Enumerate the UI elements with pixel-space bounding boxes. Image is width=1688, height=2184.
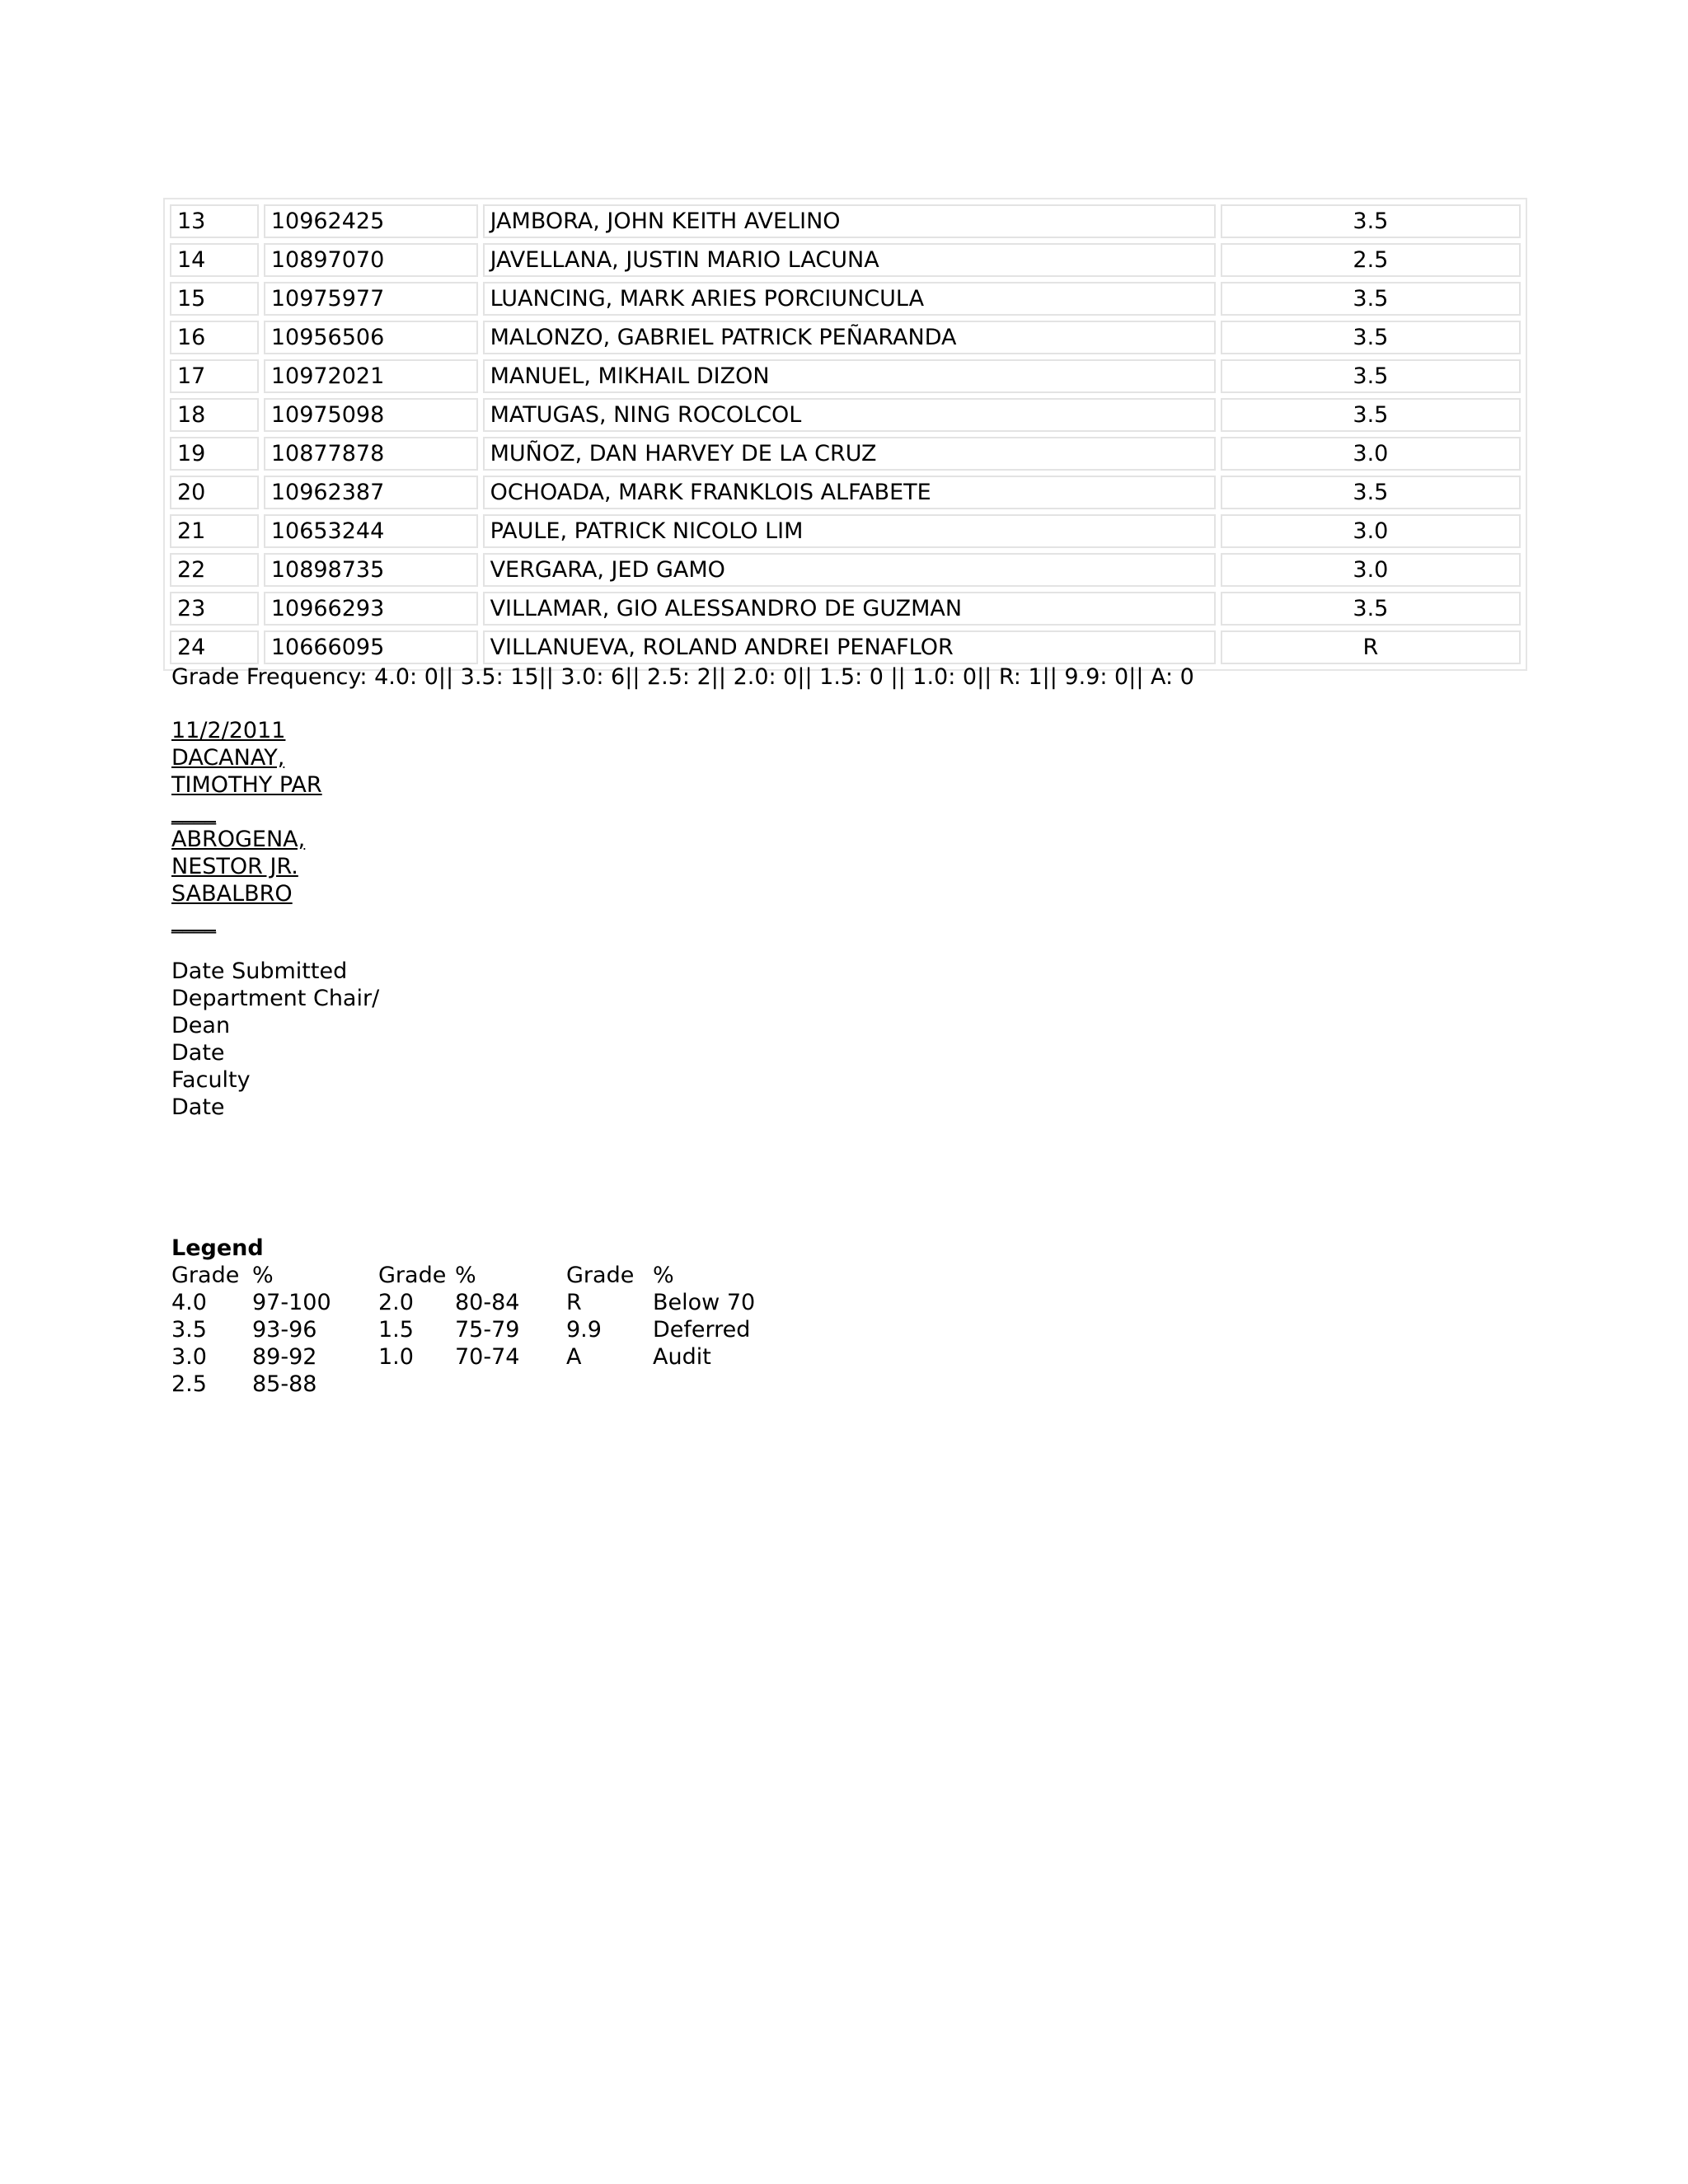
grade-table-body [170,204,1521,664]
student-id: 10666095 [264,630,478,664]
student-name: MANUEL, MIKHAIL DIZON [483,359,1216,393]
legend-grade: 1.5 [378,1317,414,1343]
legend-row [171,1371,776,1398]
legend-percent: 97-100 [252,1290,331,1315]
legend-percent: Deferred [653,1317,751,1343]
row-number: 15 [170,282,259,316]
label-date-submitted: Date Submitted [171,958,348,984]
student-name: LUANCING, MARK ARIES PORCIUNCULA [483,282,1216,316]
grade-table [163,198,1527,671]
legend-percent: 93-96 [252,1317,317,1343]
student-grade: 2.5 [1221,243,1521,277]
legend-grade [378,1371,455,1398]
row-number: 18 [170,398,259,432]
legend-grade: 3.5 [171,1317,207,1343]
legend-percent: 70-74 [455,1344,520,1370]
student-name: OCHOADA, MARK FRANKLOIS ALFABETE [483,476,1216,509]
legend-header-grade: Grade [378,1263,447,1288]
legend-table [171,1262,776,1398]
table-row [170,437,1521,471]
legend-header-grade: Grade [566,1263,635,1288]
student-id: 10653244 [264,514,478,548]
legend-percent: 85-88 [252,1371,317,1397]
table-row [170,398,1521,432]
student-grade: 3.5 [1221,204,1521,238]
table-row [170,553,1521,587]
legend-grade: 2.5 [171,1371,207,1397]
student-grade: 3.0 [1221,437,1521,471]
date-submitted-value: 11/2/2011 [171,718,286,743]
label-date: Date [171,1040,225,1066]
signatures [171,717,322,935]
student-id: 10975977 [264,282,478,316]
legend-row [171,1343,776,1371]
student-id: 10956506 [264,321,478,354]
table-row [170,282,1521,316]
table-row [170,321,1521,354]
student-grade: 3.5 [1221,476,1521,509]
grade-frequency: Grade Frequency: 4.0: 0|| 3.5: 15|| 3.0: 6|| 2.5: 2|| 2.0: 0|| 1.5: 0 || 1.0: 0|| R: 1|| 9.9: 0|| A: 0 [171,664,1194,690]
faculty-name-line1: ABROGENA, [171,827,306,852]
student-name: MATUGAS, NING ROCOLCOL [483,398,1216,432]
student-id: 10975098 [264,398,478,432]
student-grade: 3.5 [1221,321,1521,354]
legend-percent: Audit [653,1344,711,1370]
legend-row [171,1289,776,1316]
student-id: 10898735 [264,553,478,587]
legend-header-row [171,1262,776,1289]
department-chair-name-line2: TIMOTHY PAR [171,772,322,798]
student-name: PAULE, PATRICK NICOLO LIM [483,514,1216,548]
department-chair-date-blank: ____ [171,799,216,825]
student-name: MALONZO, GABRIEL PATRICK PEÑARANDA [483,321,1216,354]
student-id: 10966293 [264,592,478,626]
legend-row [171,1316,776,1343]
row-number: 22 [170,553,259,587]
student-id: 10962425 [264,204,478,238]
student-grade: 3.5 [1221,398,1521,432]
legend-header-grade: Grade [171,1263,240,1288]
label-dean: Dean [171,1013,231,1038]
student-id: 10897070 [264,243,478,277]
student-name: JAVELLANA, JUSTIN MARIO LACUNA [483,243,1216,277]
table-row [170,630,1521,664]
legend-grade: R [566,1290,582,1315]
label-date: Date [171,1094,225,1120]
student-grade: 3.5 [1221,359,1521,393]
faculty-name-line2: NESTOR JR. [171,854,298,879]
row-number: 13 [170,204,259,238]
signature-labels [171,958,379,1121]
row-number: 20 [170,476,259,509]
row-number: 17 [170,359,259,393]
row-number: 14 [170,243,259,277]
table-row [170,359,1521,393]
legend-header-percent: % [653,1263,674,1288]
legend-table-body [171,1262,776,1398]
legend-grade: 9.9 [566,1317,602,1343]
legend-percent: 89-92 [252,1344,317,1370]
legend-header-percent: % [455,1263,476,1288]
table-row [170,592,1521,626]
student-grade: R [1221,630,1521,664]
legend-grade: 4.0 [171,1290,207,1315]
legend-title: Legend [171,1235,264,1261]
faculty-name-line3: SABALBRO [171,881,293,907]
label-department-chair: Department Chair/ [171,986,380,1011]
label-faculty: Faculty [171,1067,251,1093]
legend-percent: 75-79 [455,1317,520,1343]
legend-percent [653,1371,776,1398]
student-name: VILLANUEVA, ROLAND ANDREI PENAFLOR [483,630,1216,664]
department-chair-name-line1: DACANAY, [171,745,285,771]
student-grade: 3.0 [1221,514,1521,548]
legend-grade: 1.0 [378,1344,414,1370]
row-number: 24 [170,630,259,664]
legend [171,1235,776,1398]
legend-percent: 80-84 [455,1290,520,1315]
student-grade: 3.5 [1221,282,1521,316]
table-row [170,243,1521,277]
student-grade: 3.5 [1221,592,1521,626]
student-id: 10972021 [264,359,478,393]
legend-grade: A [566,1344,582,1370]
student-name: VERGARA, JED GAMO [483,553,1216,587]
student-name: VILLAMAR, GIO ALESSANDRO DE GUZMAN [483,592,1216,626]
legend-grade [566,1371,653,1398]
student-name: JAMBORA, JOHN KEITH AVELINO [483,204,1216,238]
student-id: 10962387 [264,476,478,509]
table-row [170,204,1521,238]
row-number: 21 [170,514,259,548]
student-grade: 3.0 [1221,553,1521,587]
legend-grade: 2.0 [378,1290,414,1315]
legend-header-percent: % [252,1263,274,1288]
table-row [170,476,1521,509]
legend-percent [455,1371,566,1398]
row-number: 19 [170,437,259,471]
row-number: 16 [170,321,259,354]
table-row [170,514,1521,548]
student-name: MUÑOZ, DAN HARVEY DE LA CRUZ [483,437,1216,471]
row-number: 23 [170,592,259,626]
legend-grade: 3.0 [171,1344,207,1370]
student-id: 10877878 [264,437,478,471]
faculty-date-blank: ____ [171,908,216,934]
legend-percent: Below 70 [653,1290,756,1315]
